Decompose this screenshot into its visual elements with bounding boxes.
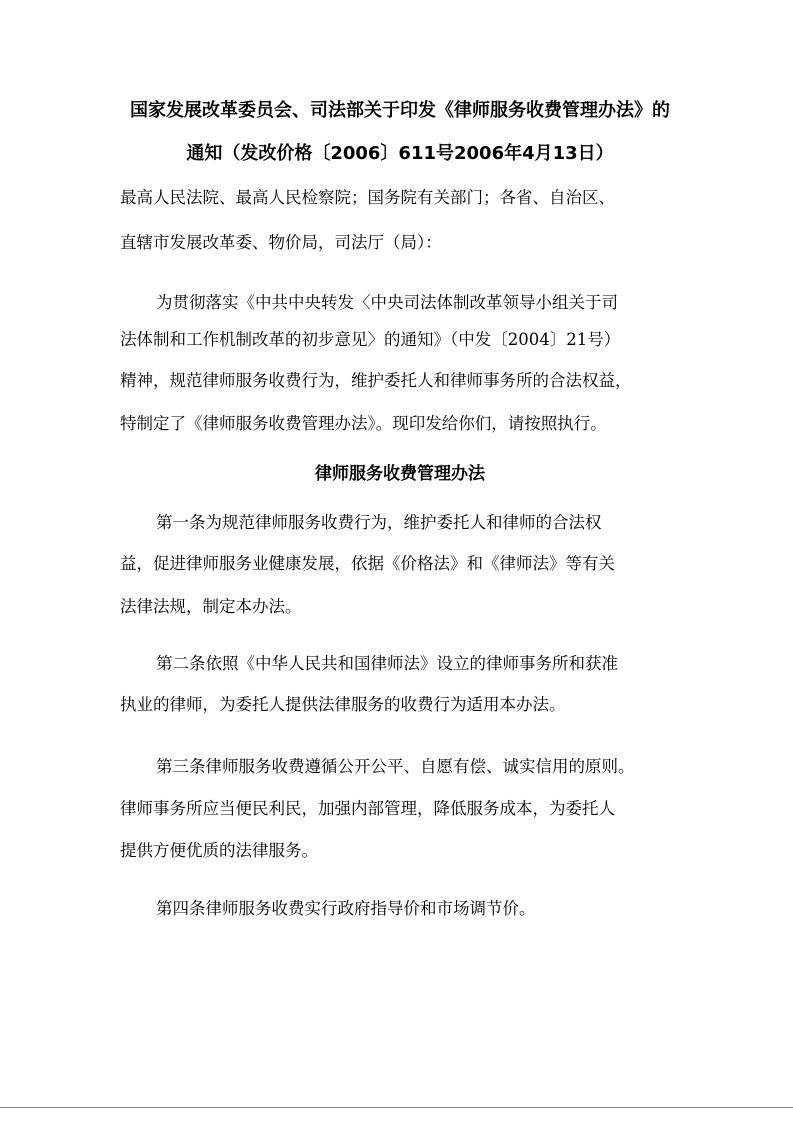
article-3-line-1: 第三条律师服务收费遵循公开公平、自愿有偿、诚实信用的原则。	[156, 757, 635, 776]
article-4-line-1: 第四条律师服务收费实行政府指导价和市场调节价。	[156, 899, 536, 918]
document-title-line-1: 国家发展改革委员会、司法部关于印发《律师服务收费管理办法》的	[130, 100, 670, 121]
article-1-line-3: 法律法规，制定本办法。	[120, 597, 302, 616]
article-1-line-1: 第一条为规范律师服务收费行为，维护委托人和律师的合法权	[156, 513, 602, 532]
document-title-line-2: 通知（发改价格〔2006〕611号2006年4月13日）	[186, 143, 614, 164]
article-1-line-2: 益，促进律师服务业健康发展，依据《价格法》和《律师法》等有关	[120, 554, 615, 573]
intro-line-3: 精神，规范律师服务收费行为，维护委托人和律师事务所的合法权益，	[120, 371, 632, 390]
article-3-line-2: 律师事务所应当便民利民，加强内部管理，降低服务成本，为委托人	[120, 799, 615, 818]
intro-line-4: 特制定了《律师服务收费管理办法》。现印发给你们，请按照执行。	[120, 414, 607, 433]
article-3-line-3: 提供方便优质的法律服务。	[120, 841, 318, 860]
section-title: 律师服务收费管理办法	[315, 464, 485, 484]
article-2-line-2: 执业的律师，为委托人提供法律服务的收费行为适用本办法。	[120, 695, 566, 714]
intro-line-1: 为贯彻落实《中共中央转发〈中央司法体制改革领导小组关于司	[156, 293, 618, 312]
article-2-line-1: 第二条依照《中华人民共和国律师法》设立的律师事务所和获准	[156, 654, 618, 673]
intro-line-2: 法体制和工作机制改革的初步意见〉的通知》（中发〔2004〕21号）	[120, 330, 621, 349]
page-bottom-divider	[0, 1107, 793, 1108]
addressee-line-1: 最高人民法院、最高人民检察院；国务院有关部门；各省、自治区、	[120, 188, 615, 207]
addressee-line-2: 直辖市发展改革委、物价局，司法厅（局）：	[120, 233, 442, 252]
